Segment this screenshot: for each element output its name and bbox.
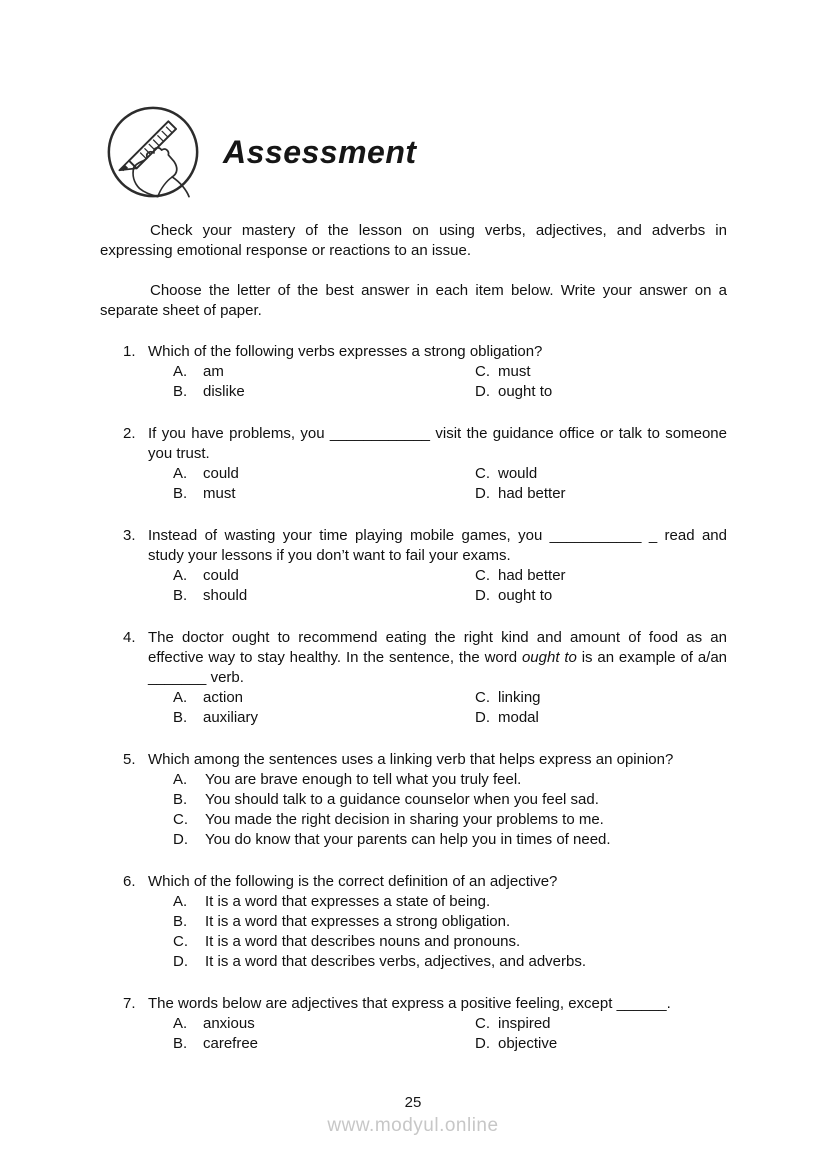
options-grid [148,1014,727,1054]
option-text: anxious [203,1015,255,1032]
option-letter: A. [173,689,188,706]
question-stem: The words below are adjectives that express a positive feeling, except ______. [148,995,671,1012]
option-c [475,1014,727,1034]
option-letter: A. [173,567,188,584]
question-2 [100,424,727,504]
option-b [148,382,475,402]
options-list [148,892,727,972]
option-letter: D. [475,709,490,726]
option-b [148,586,475,606]
option-d [148,952,727,972]
question-stem: Which among the sentences uses a linking verb that helps express an opinion? [148,751,674,768]
stem-text: is an example of a/an _______ verb. [148,649,728,686]
option-text: It is a word that expresses a state of being. [205,893,491,910]
option-letter: A. [173,893,188,910]
option-text: had better [498,567,566,584]
option-text: You do know that your parents can help you in times of need. [205,831,611,848]
option-a [148,1014,475,1034]
stem-italic-phrase: ought to [521,649,577,666]
option-d [475,586,727,606]
question-stem: If you have problems, you ____________ visit the guidance office or talk to someone you trust. [148,425,727,462]
question-5 [100,750,727,850]
option-a [148,566,475,586]
option-text: ought to [498,587,553,604]
option-b [148,912,727,932]
options-grid [148,688,727,728]
option-letter: D. [173,953,188,970]
question-number: 4. [123,629,136,646]
option-text: ought to [498,383,553,400]
question-stem [148,628,727,688]
option-letter: C. [475,363,490,380]
option-letter: C. [173,933,188,950]
option-text: must [498,363,531,380]
intro-paragraph-2: Choose the letter of the best answer in each item below. Write your answer on a separate sheet of paper. [100,282,727,319]
option-letter: D. [475,1035,490,1052]
option-letter: B. [173,485,188,502]
option-letter: A. [173,1015,188,1032]
option-d [475,484,727,504]
option-text: You are brave enough to tell what you truly feel. [205,771,522,788]
question-1 [100,342,727,402]
option-letter: C. [173,811,188,828]
option-c [148,810,727,830]
option-letter: B. [173,383,188,400]
question-3 [100,526,727,606]
question-stem: Which of the following verbs expresses a strong obligation? [148,343,543,360]
option-letter: B. [173,1035,188,1052]
option-letter: B. [173,709,188,726]
option-text: would [498,465,538,482]
option-a [148,892,727,912]
option-b [148,790,727,810]
option-text: modal [498,709,539,726]
option-b [148,484,475,504]
question-number: 1. [123,343,136,360]
option-letter: B. [173,913,188,930]
question-number: 5. [123,751,136,768]
option-letter: D. [475,587,490,604]
section-header [100,104,727,200]
option-letter: D. [475,383,490,400]
option-letter: C. [475,567,490,584]
page-number: 25 [404,1094,422,1111]
options-list [148,770,727,850]
option-text: auxiliary [203,709,259,726]
question-number: 2. [123,425,136,442]
option-letter: D. [475,485,490,502]
option-text: carefree [203,1035,259,1052]
option-d [148,830,727,850]
option-d [475,1034,727,1054]
intro-paragraph-1: Check your mastery of the lesson on using verbs, adjectives, and adverbs in expressing emotional response or reactions to an issue. [100,222,727,259]
question-6 [100,872,727,972]
options-grid [148,566,727,606]
options-grid [148,464,727,504]
hand-writing-pencil-icon [105,104,201,200]
option-text: am [203,363,224,380]
question-stem: Instead of wasting your time playing mobile games, you ___________ _ read and study your lessons if you don’t want to fail your exams. [148,527,727,564]
question-4 [100,628,727,728]
question-7 [100,994,727,1054]
option-c [475,688,727,708]
option-text: inspired [498,1015,551,1032]
question-number: 6. [123,873,136,890]
option-c [475,464,727,484]
option-a [148,362,475,382]
option-letter: B. [173,791,188,808]
option-text: It is a word that describes nouns and pronouns. [205,933,521,950]
option-text: must [203,485,236,502]
option-a [148,464,475,484]
option-b [148,708,475,728]
option-b [148,1034,475,1054]
option-text: You made the right decision in sharing your problems to me. [205,811,604,828]
option-letter: A. [173,363,188,380]
option-text: You should talk to a guidance counselor when you feel sad. [205,791,599,808]
option-c [475,362,727,382]
stem-text: The doctor ought to recommend eating the right kind and amount of food as an effective way to stay healthy. In the sentence, the word [148,629,727,666]
option-letter: C. [475,689,490,706]
option-c [148,932,727,952]
option-letter: A. [173,465,188,482]
option-text: should [203,587,248,604]
option-c [475,566,727,586]
option-text: had better [498,485,566,502]
question-stem: Which of the following is the correct definition of an adjective? [148,873,558,890]
option-letter: C. [475,465,490,482]
question-number: 3. [123,527,136,544]
option-text: could [203,567,239,584]
option-letter: A. [173,771,188,788]
option-text: action [203,689,244,706]
option-text: It is a word that describes verbs, adjectives, and adverbs. [205,953,587,970]
option-letter: C. [475,1015,490,1032]
page-content [100,104,727,1076]
option-text: It is a word that expresses a strong obligation. [205,913,511,930]
options-grid [148,362,727,402]
option-d [475,708,727,728]
page-title: Assessment [223,134,417,170]
option-text: dislike [203,383,245,400]
option-a [148,688,475,708]
option-a [148,770,727,790]
question-number: 7. [123,995,136,1012]
option-text: linking [498,689,541,706]
option-letter: B. [173,587,188,604]
option-letter: D. [173,831,188,848]
watermark-text: www.modyul.online [327,1115,499,1136]
option-text: could [203,465,239,482]
option-text: objective [498,1035,558,1052]
question-list [100,342,727,1054]
option-d [475,382,727,402]
